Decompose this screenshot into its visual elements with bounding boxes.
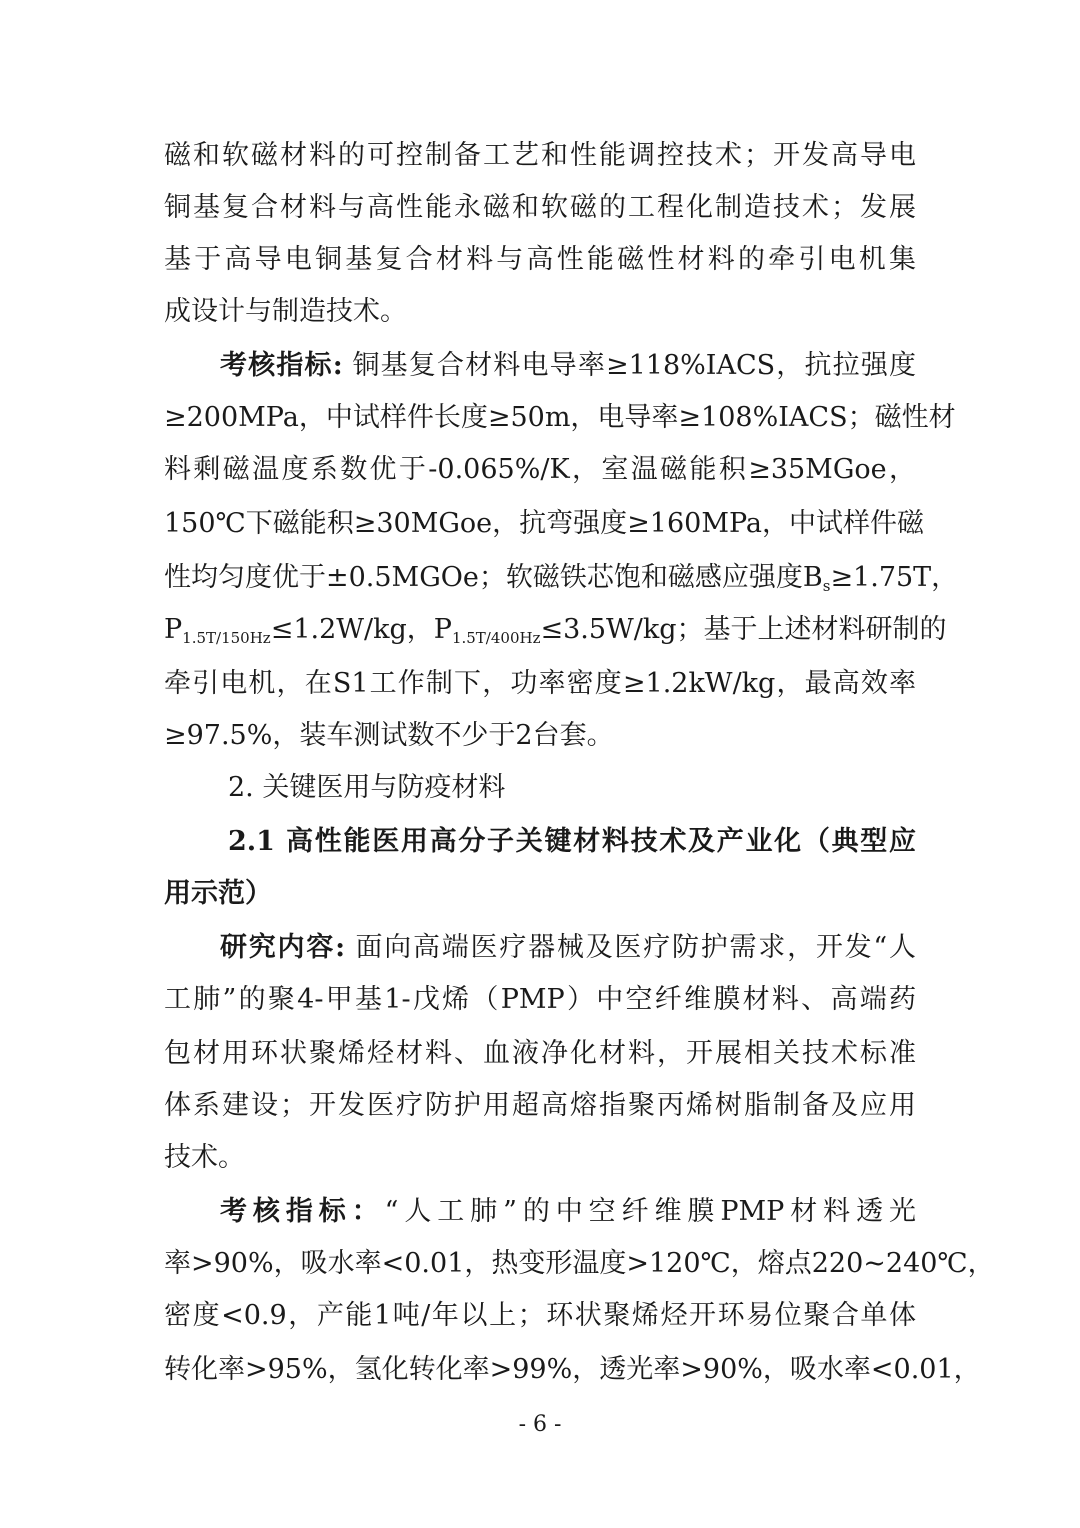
text-line: 铜基复合材料与高性能永磁和软磁的工程化制造技术；发展 xyxy=(164,192,916,223)
section-heading: 2. 关键医用与防疫材料 xyxy=(228,772,506,803)
kpi-label: 考核指标 xyxy=(220,350,333,381)
text-segment: ≤1.2W/kg，P xyxy=(270,614,452,645)
subscript: s xyxy=(822,577,831,595)
text-segment: P xyxy=(164,614,183,645)
text-line: ≥200MPa，中试样件长度≥50m，电导率≥108%IACS；磁性材 xyxy=(164,402,956,433)
text-line: ≥97.5%，装车测试数不少于2台套。 xyxy=(164,720,614,751)
text-line: 包材用环状聚烯烃材料、血液净化材料，开展相关技术标准 xyxy=(164,1038,916,1069)
research-text: 面向高端医疗器械及医疗防护需求，开发“人 xyxy=(355,932,916,963)
subscript: 1.5T/150Hz xyxy=(182,629,271,647)
kpi-text: “人工肺”的中空纤维膜PMP材料透光 xyxy=(384,1196,916,1227)
kpi-text: 铜基复合材料电导率≥118%IACS，抗拉强度 xyxy=(352,350,916,381)
text-line: 料剩磁温度系数优于-0.065%/K，室温磁能积≥35MGoe， xyxy=(164,454,916,485)
text-line: 150℃下磁能积≥30MGoe，抗弯强度≥160MPa，中试样件磁 xyxy=(164,508,925,539)
label-colon: : xyxy=(335,932,346,963)
text-line: 率>90%，吸水率<0.01，热变形温度>120℃，熔点220~240℃， xyxy=(164,1248,995,1279)
text-line: 磁和软磁材料的可控制备工艺和性能调控技术；开发高导电 xyxy=(164,140,916,171)
text-line: 成设计与制造技术。 xyxy=(164,296,407,327)
page-number: - 6 - xyxy=(518,1412,562,1437)
text-line: 体系建设；开发医疗防护用超高熔指聚丙烯树脂制备及应用 xyxy=(164,1090,916,1121)
subsection-heading-cont: 用示范） xyxy=(164,878,272,909)
kpi-paragraph-line xyxy=(220,346,916,386)
text-segment: 性均匀度优于±0.5MGOe；软磁铁芯饱和磁感应强度B xyxy=(164,562,823,593)
text-line: 工肺”的聚4-甲基1-戊烯（PMP）中空纤维膜材料、高端药 xyxy=(164,984,916,1015)
label-colon: : xyxy=(332,350,343,381)
text-line: 基于高导电铜基复合材料与高性能磁性材料的牵引电机集 xyxy=(164,244,916,275)
text-line xyxy=(164,610,947,650)
text-line xyxy=(164,558,959,598)
subscript: 1.5T/400Hz xyxy=(451,629,541,647)
text-line: 密度<0.9，产能1吨/年以上；环状聚烯烃开环易位聚合单体 xyxy=(164,1300,916,1331)
text-segment: ≥1.75T， xyxy=(830,562,959,593)
subsection-heading: 2.1 高性能医用高分子关键材料技术及产业化（典型应 xyxy=(228,826,916,857)
text-line: 技术。 xyxy=(164,1142,245,1173)
kpi-label: 考核指标 xyxy=(220,1196,352,1227)
research-paragraph-line xyxy=(220,928,916,968)
kpi-paragraph-line xyxy=(220,1192,916,1232)
text-line: 转化率>95%，氢化转化率>99%，透光率>90%，吸水率<0.01， xyxy=(164,1354,981,1385)
label-colon: ： xyxy=(351,1196,385,1227)
text-line: 牵引电机，在S1工作制下，功率密度≥1.2kW/kg，最高效率 xyxy=(164,668,916,699)
text-segment: ≤3.5W/kg；基于上述材料研制的 xyxy=(540,614,947,645)
research-label: 研究内容 xyxy=(220,932,336,963)
